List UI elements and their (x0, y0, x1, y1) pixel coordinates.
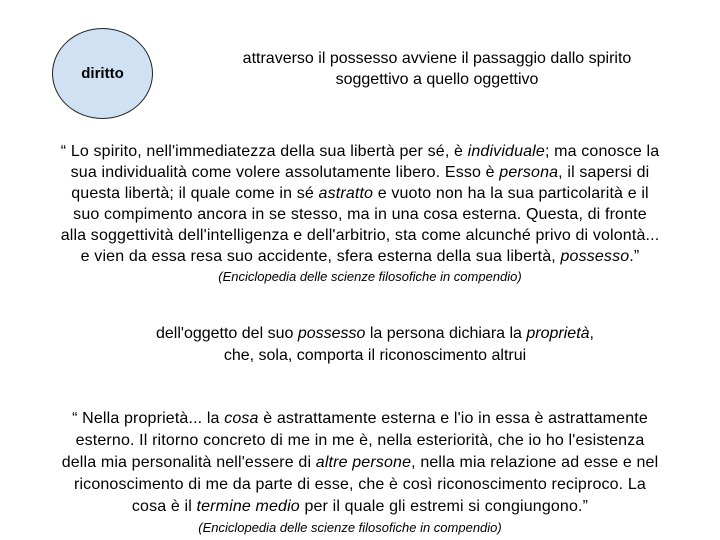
quote2-emphasis: altre persone (315, 454, 412, 471)
quote1-line-5: alla soggettività dell'intelligenza e dell'arbitrio, sta come alcunché privo di volontà... (60, 227, 660, 244)
quote1-line-2 (20, 162, 700, 183)
heading-text (190, 48, 684, 90)
statement-line-2: che, sola, comporta il riconoscimento altrui (223, 347, 527, 364)
quote1-text: e vuoto non ha la sua particolarità e il (373, 185, 649, 202)
diritto-circle (52, 28, 153, 119)
quote1-emphasis: possesso (560, 248, 630, 265)
quote1-text: sua individualità come volere assolutamente libero. Esso è (70, 164, 500, 181)
quote1-line-6 (20, 246, 700, 267)
quote2-line-4: riconoscimento di me da parte di esse, che è così riconoscimento reciproco. La (74, 476, 646, 493)
quote1-emphasis: persona (499, 164, 559, 181)
quote2-line-5 (12, 496, 708, 518)
quote1-text: ; ma conosce la (544, 143, 660, 160)
quote2-emphasis: termine medio (196, 498, 300, 515)
quote1-emphasis: astratto (318, 185, 374, 202)
quote1-text: e vien da essa resa suo accidente, sfera esterna della sua libertà, (80, 248, 561, 265)
quote1-line-3 (20, 183, 700, 204)
quote2-text: , nella mia relazione ad esse e nel (411, 454, 659, 471)
heading-line-1: attraverso il possesso avviene il passaggio dallo spirito (242, 50, 632, 67)
statement-line-1 (110, 323, 640, 345)
quote2-text: della mia personalità nell'essere di (61, 454, 316, 471)
quote2-line-3 (12, 452, 708, 474)
statement-emphasis: proprietà (526, 325, 590, 342)
quote1-text: questa libertà; il quale come in sé (71, 185, 319, 202)
statement-proprieta (110, 323, 640, 367)
quote-spirito (20, 141, 700, 267)
heading-line-2: soggettivo a quello oggettivo (335, 71, 539, 88)
quote2-line-2: esterno. Il ritorno concreto di me in me è, nella esteriorità, che io ho l'esistenza (75, 432, 645, 449)
statement-emphasis: possesso (297, 325, 366, 342)
quote2-text: per il quale gli estremi si congiungono.” (299, 498, 589, 515)
quote2-line-1 (12, 408, 708, 430)
quote2-emphasis: cosa (224, 410, 259, 427)
statement-text: , (589, 325, 594, 342)
quote1-emphasis: individuale (467, 143, 545, 160)
citation-2: (Enciclopedia delle scienze filosofiche in compendio) (198, 520, 502, 535)
quote1-text: “ Lo spirito, nell'immediatezza della sua libertà per sé, è (60, 143, 468, 160)
statement-text: dell'oggetto del suo (155, 325, 298, 342)
quote1-text: .” (629, 248, 640, 265)
quote1-text: , il sapersi di (558, 164, 650, 181)
quote-proprieta (12, 408, 708, 518)
quote1-line-4: suo compimento ancora in se stesso, ma in una cosa esterna. Questa, di fronte (73, 206, 647, 223)
circle-label: diritto (81, 65, 124, 82)
statement-text: la persona dichiara la (365, 325, 527, 342)
quote1-line-1 (20, 141, 700, 162)
quote2-text: “ Nella proprietà... la (72, 410, 225, 427)
quote2-text: cosa è il (131, 498, 197, 515)
quote2-text: è astrattamente esterna e l'io in essa è astrattamente (258, 410, 648, 427)
citation-1: (Enciclopedia delle scienze filosofiche in compendio) (218, 269, 522, 284)
